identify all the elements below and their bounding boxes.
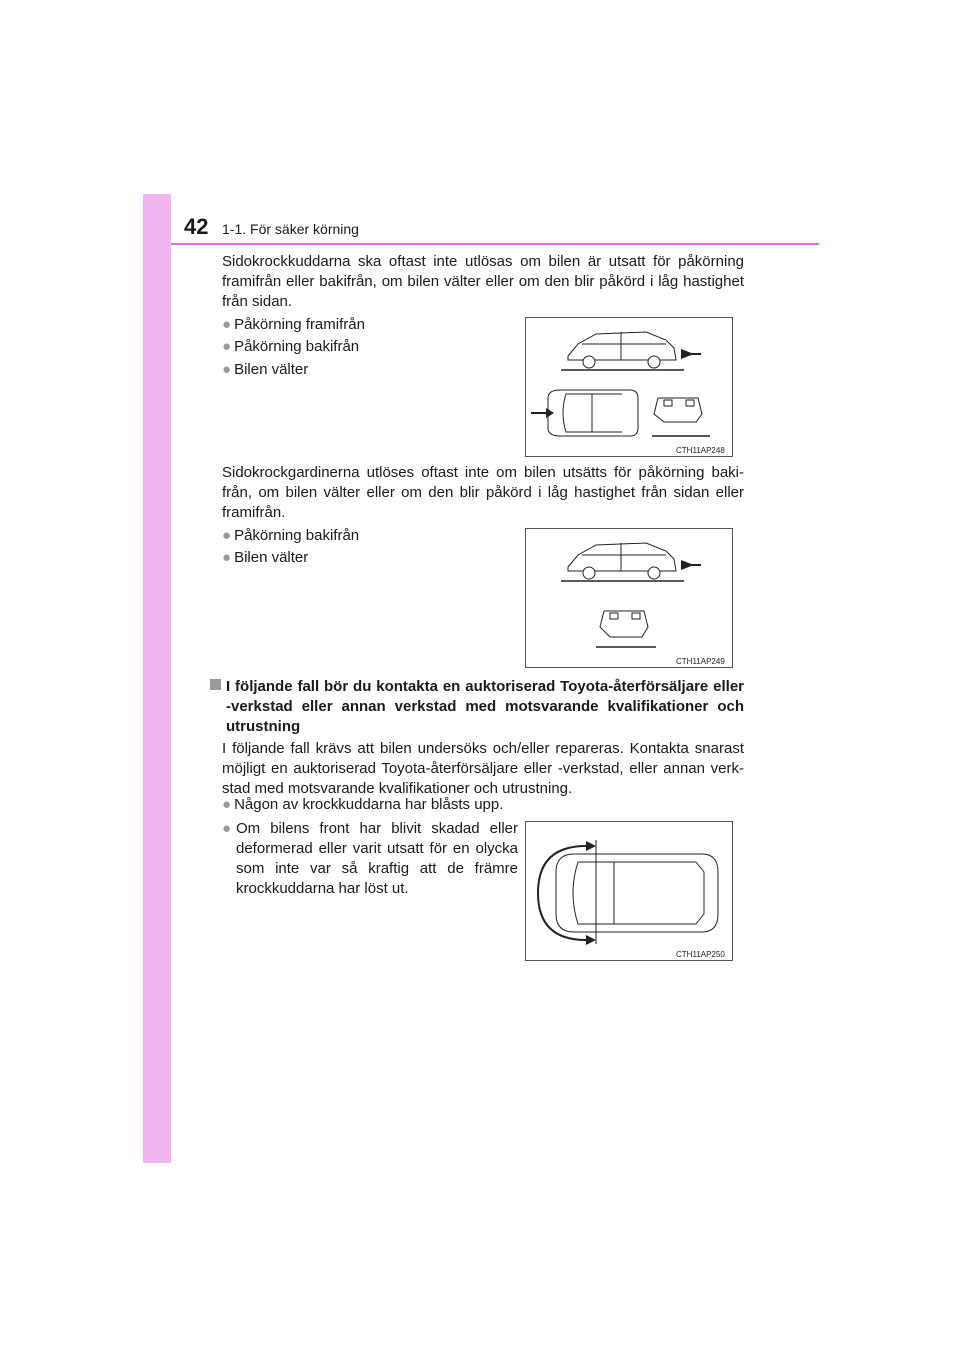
thumb-index-sidebar: [143, 194, 171, 1163]
list-item: ● Påkörning bakifrån: [222, 338, 360, 355]
figure-front-damage: [525, 821, 733, 961]
list-item: ● Om bilens front har blivit skadad eller deformerad eller varit utsatt för en olycka som inte var så kraftig att de främre krockkuddarna har löst ut.: [222, 820, 518, 897]
car-illustration: [526, 318, 732, 456]
figure-code: CTH11AP249: [676, 657, 725, 666]
list-item: ● Påkörning bakifrån: [222, 527, 360, 544]
figure-collision-types-1: [525, 317, 733, 457]
page-number: 42: [184, 214, 209, 239]
list-item: ● Påkörning framifrån: [222, 316, 365, 333]
bullet-icon: ●: [222, 527, 232, 544]
bullet-icon: ●: [222, 549, 232, 566]
list-item: ● Bilen välter: [222, 361, 309, 378]
header-divider: [171, 243, 819, 245]
side-airbag-intro: Sidokrockkuddarna ska oftast inte utlösas om bilen är utsatt för påkörning framifrån eller bakifrån, om bilen välter eller om den blir påkörd i låg hastighet från sidan.: [222, 253, 744, 310]
bullet-icon: ●: [222, 338, 232, 355]
car-illustration: [526, 529, 732, 667]
contact-heading: I följande fall bör du kontakta en auktoriserad Toyota-återförsäljare eller -verkstad eller annan verkstad med motsvarande kvalifikationer och utrustning: [226, 678, 744, 735]
bullet-icon: ●: [222, 820, 232, 837]
curtain-airbag-intro: Sidokrockgardinerna utlöses oftast inte om bilen utsätts för påkörning baki-från, om bilen välter eller om den blir påkörd i låg hastighet från sidan eller framifrån.: [222, 464, 744, 521]
heading-marker-icon: [210, 679, 221, 690]
list-item: ● Någon av krockkuddarna har blåsts upp.: [222, 796, 504, 813]
section-title: 1-1. För säker körning: [222, 221, 359, 237]
bullet-icon: ●: [222, 361, 232, 378]
bullet-icon: ●: [222, 796, 232, 813]
bullet-icon: ●: [222, 316, 232, 333]
contact-text: I följande fall krävs att bilen undersöks och/eller repareras. Kontakta snarast möjligt en auktoriserad Toyota-återförsäljare eller -verkstad, eller annan verk-stad med motsvarande kvalifikationer och utrustning.: [222, 740, 744, 797]
list-item: ● Bilen välter: [222, 549, 309, 566]
figure-code: CTH11AP248: [676, 446, 725, 455]
figure-code: CTH11AP250: [676, 950, 725, 959]
car-top-view-illustration: [526, 822, 732, 960]
figure-collision-types-2: [525, 528, 733, 668]
